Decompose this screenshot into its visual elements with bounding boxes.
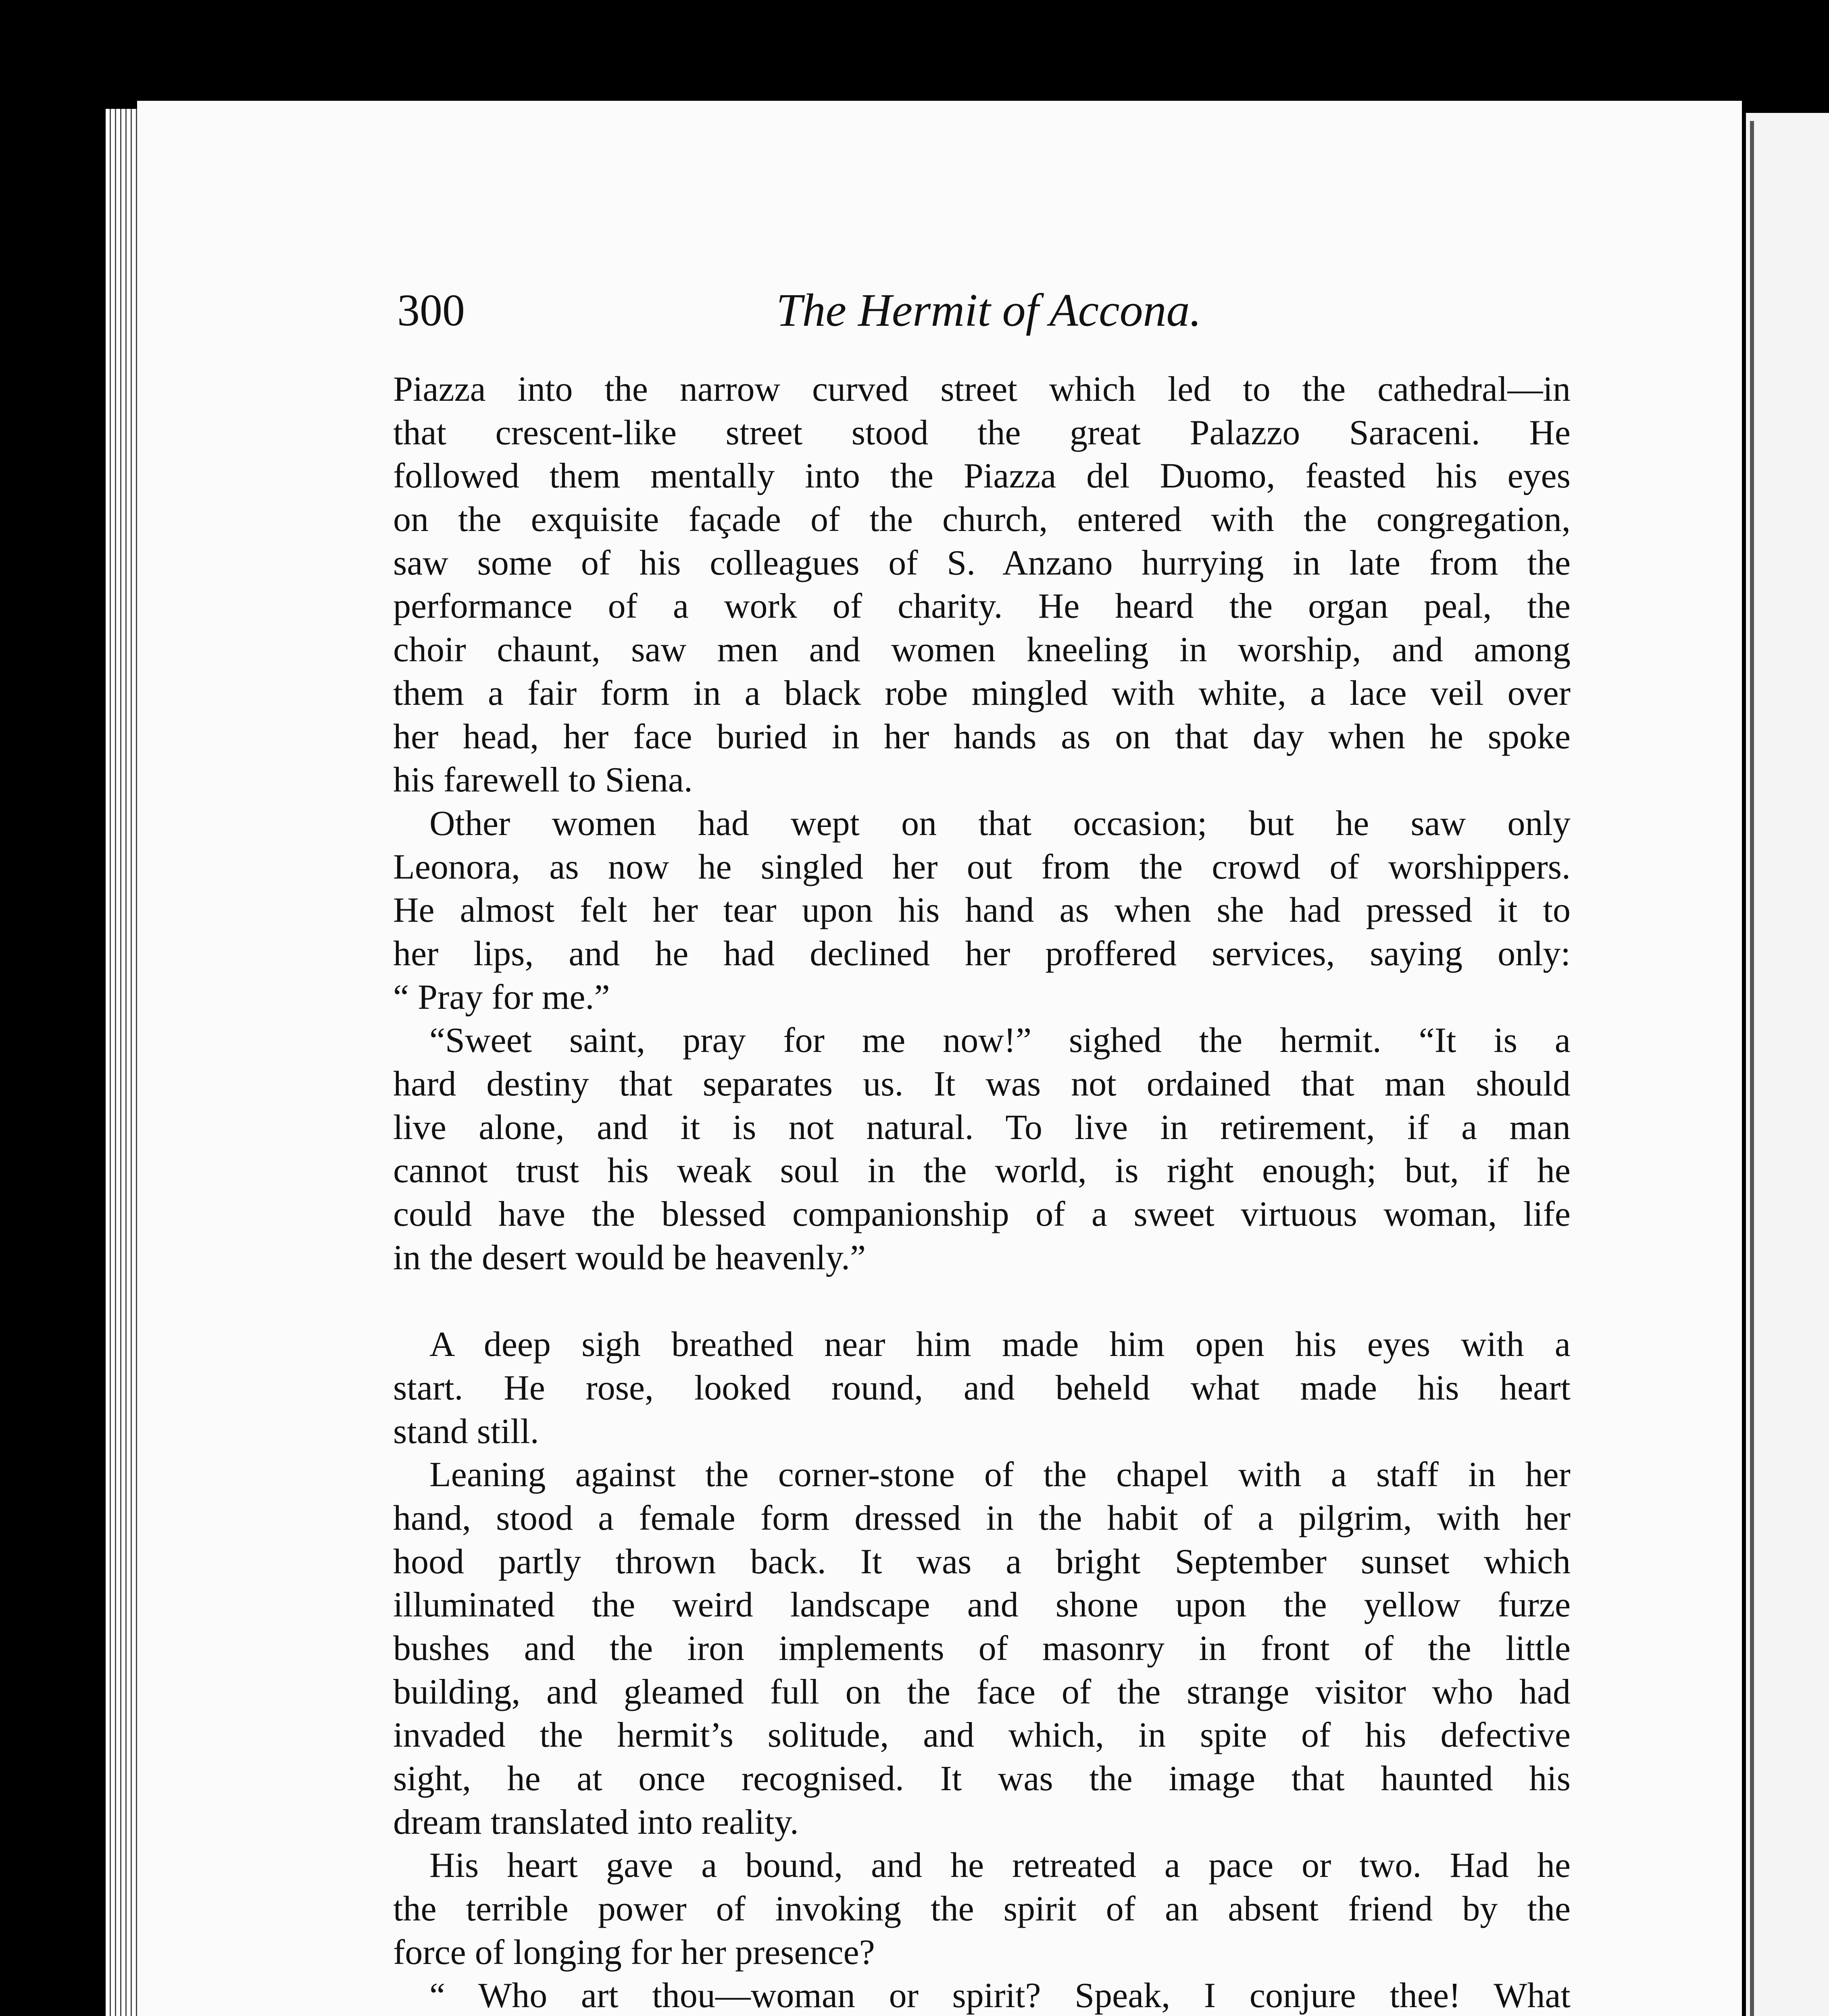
text-line: on the exquisite façade of the church, entered with the congregation,	[393, 500, 1571, 539]
text-line: start. He rose, looked round, and beheld what made his heart	[393, 1368, 1571, 1408]
text-line: A deep sigh breathed near him made him open his eyes with a	[429, 1325, 1571, 1364]
text-line: live alone, and it is not natural. To live in retirement, if a man	[393, 1108, 1571, 1147]
text-line: could have the blessed companionship of a sweet virtuous woman, life	[393, 1195, 1571, 1234]
text-line: performance of a work of charity. He heard the organ peal, the	[393, 587, 1571, 626]
gutter-line	[1750, 121, 1754, 2016]
body-text	[393, 368, 1571, 2016]
text-line: “Sweet saint, pray for me now!” sighed the hermit. “It is a	[429, 1021, 1571, 1060]
text-line: stand still.	[393, 1412, 539, 1451]
facing-page-edge	[1746, 113, 1829, 2016]
text-line: “ Pray for me.”	[393, 977, 610, 1017]
text-line: that crescent-like street stood the great Palazzo Saraceni. He	[393, 413, 1571, 452]
text-line: hood partly thrown back. It was a bright September sunset which	[393, 1542, 1571, 1581]
text-line: Piazza into the narrow curved street which led to the cathedral—in	[393, 370, 1571, 409]
text-line: sight, he at once recognised. It was the image that haunted his	[393, 1759, 1571, 1798]
text-line: them a fair form in a black robe mingled with white, a lace veil over	[393, 673, 1571, 713]
text-line: invaded the hermit’s solitude, and which, in spite of his defective	[393, 1716, 1571, 1755]
text-line: His heart gave a bound, and he retreated a pace or two. Had he	[429, 1846, 1571, 1885]
text-line: force of longing for her presence?	[393, 1933, 875, 1972]
running-title: The Hermit of Accona.	[776, 285, 1202, 336]
page-number: 300	[397, 285, 465, 335]
text-line: illuminated the weird landscape and shone upon the yellow furze	[393, 1585, 1571, 1625]
text-line: her head, her face buried in her hands as on that day when he spoke	[393, 717, 1571, 756]
text-line: hard destiny that separates us. It was not ordained that man should	[393, 1064, 1571, 1104]
text-line: Other women had wept on that occasion; but he saw only	[429, 804, 1571, 843]
text-line: her lips, and he had declined her proffered services, saying only:	[393, 934, 1571, 973]
page-header	[397, 282, 1567, 339]
text-line: bushes and the iron implements of masonry in front of the little	[393, 1629, 1571, 1668]
text-line: Leonora, as now he singled her out from the crowd of worshippers.	[393, 847, 1571, 887]
text-line: He almost felt her tear upon his hand as when she had pressed it to	[393, 891, 1571, 930]
text-line: his farewell to Siena.	[393, 760, 693, 800]
text-line: followed them mentally into the Piazza del Duomo, feasted his eyes	[393, 456, 1571, 496]
text-line: Leaning against the corner-stone of the chapel with a staff in her	[429, 1455, 1571, 1495]
text-line: hand, stood a female form dressed in the habit of a pilgrim, with her	[393, 1498, 1571, 1538]
text-line: the terrible power of invoking the spirit of an absent friend by the	[393, 1889, 1571, 1929]
section-break	[393, 1279, 1571, 1323]
text-line: dream translated into reality.	[393, 1802, 799, 1842]
text-line: “ Who art thou—woman or spirit? Speak, I conjure thee! What	[429, 1976, 1571, 2016]
text-line: choir chaunt, saw men and women kneeling in worship, and among	[393, 630, 1571, 670]
text-line: saw some of his colleagues of S. Anzano hurrying in late from the	[393, 543, 1571, 583]
text-line: building, and gleamed full on the face of the strange visitor who had	[393, 1672, 1571, 1712]
text-line: cannot trust his weak soul in the world, is right enough; but, if he	[393, 1151, 1571, 1191]
text-line: in the desert would be heavenly.”	[393, 1238, 866, 1277]
page-stack-edges	[106, 109, 142, 2016]
